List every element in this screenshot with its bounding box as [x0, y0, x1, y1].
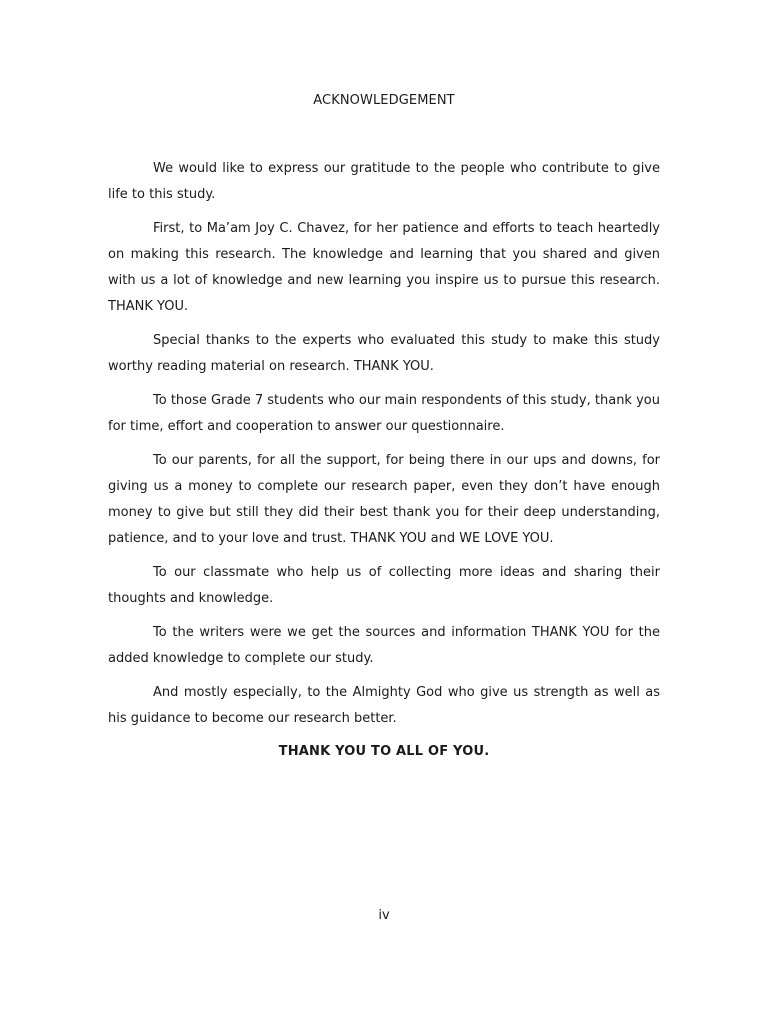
paragraph-respondents: To those Grade 7 students who our main respondents of this study, thank you for time, effort and cooperation to answer our questionnaire.: [108, 393, 660, 434]
paragraph-classmates: To our classmate who help us of collecting more ideas and sharing their thoughts and knowledge.: [108, 565, 660, 606]
paragraph-parents: To our parents, for all the support, for being there in our ups and downs, for giving us a money to complete our research paper, even they don’t have enough money to give but still they did their best thank you for their deep understanding, patience, and to your love and trust. THANK YOU and WE LOVE YOU.: [108, 453, 660, 546]
page-title: ACKNOWLEDGEMENT: [313, 93, 455, 108]
page-number: iv: [378, 908, 390, 923]
paragraph-intro: We would like to express our gratitude to the people who contribute to give life to this study.: [108, 161, 660, 202]
paragraph-adviser: First, to Ma’am Joy C. Chavez, for her patience and efforts to teach heartedly on making this research. The knowledge and learning that you shared and given with us a lot of knowledge and new learning you inspire us to pursue this research. THANK YOU.: [108, 221, 660, 314]
paragraph-experts: Special thanks to the experts who evaluated this study to make this study worthy reading material on research. THANK YOU.: [108, 333, 660, 374]
paragraph-writers: To the writers were we get the sources and information THANK YOU for the added knowledge to complete our study.: [108, 625, 660, 666]
acknowledgement-body: [108, 156, 660, 740]
paragraph-god: And mostly especially, to the Almighty God who give us strength as well as his guidance to become our research better.: [108, 685, 660, 726]
closing-line: THANK YOU TO ALL OF YOU.: [278, 744, 490, 759]
